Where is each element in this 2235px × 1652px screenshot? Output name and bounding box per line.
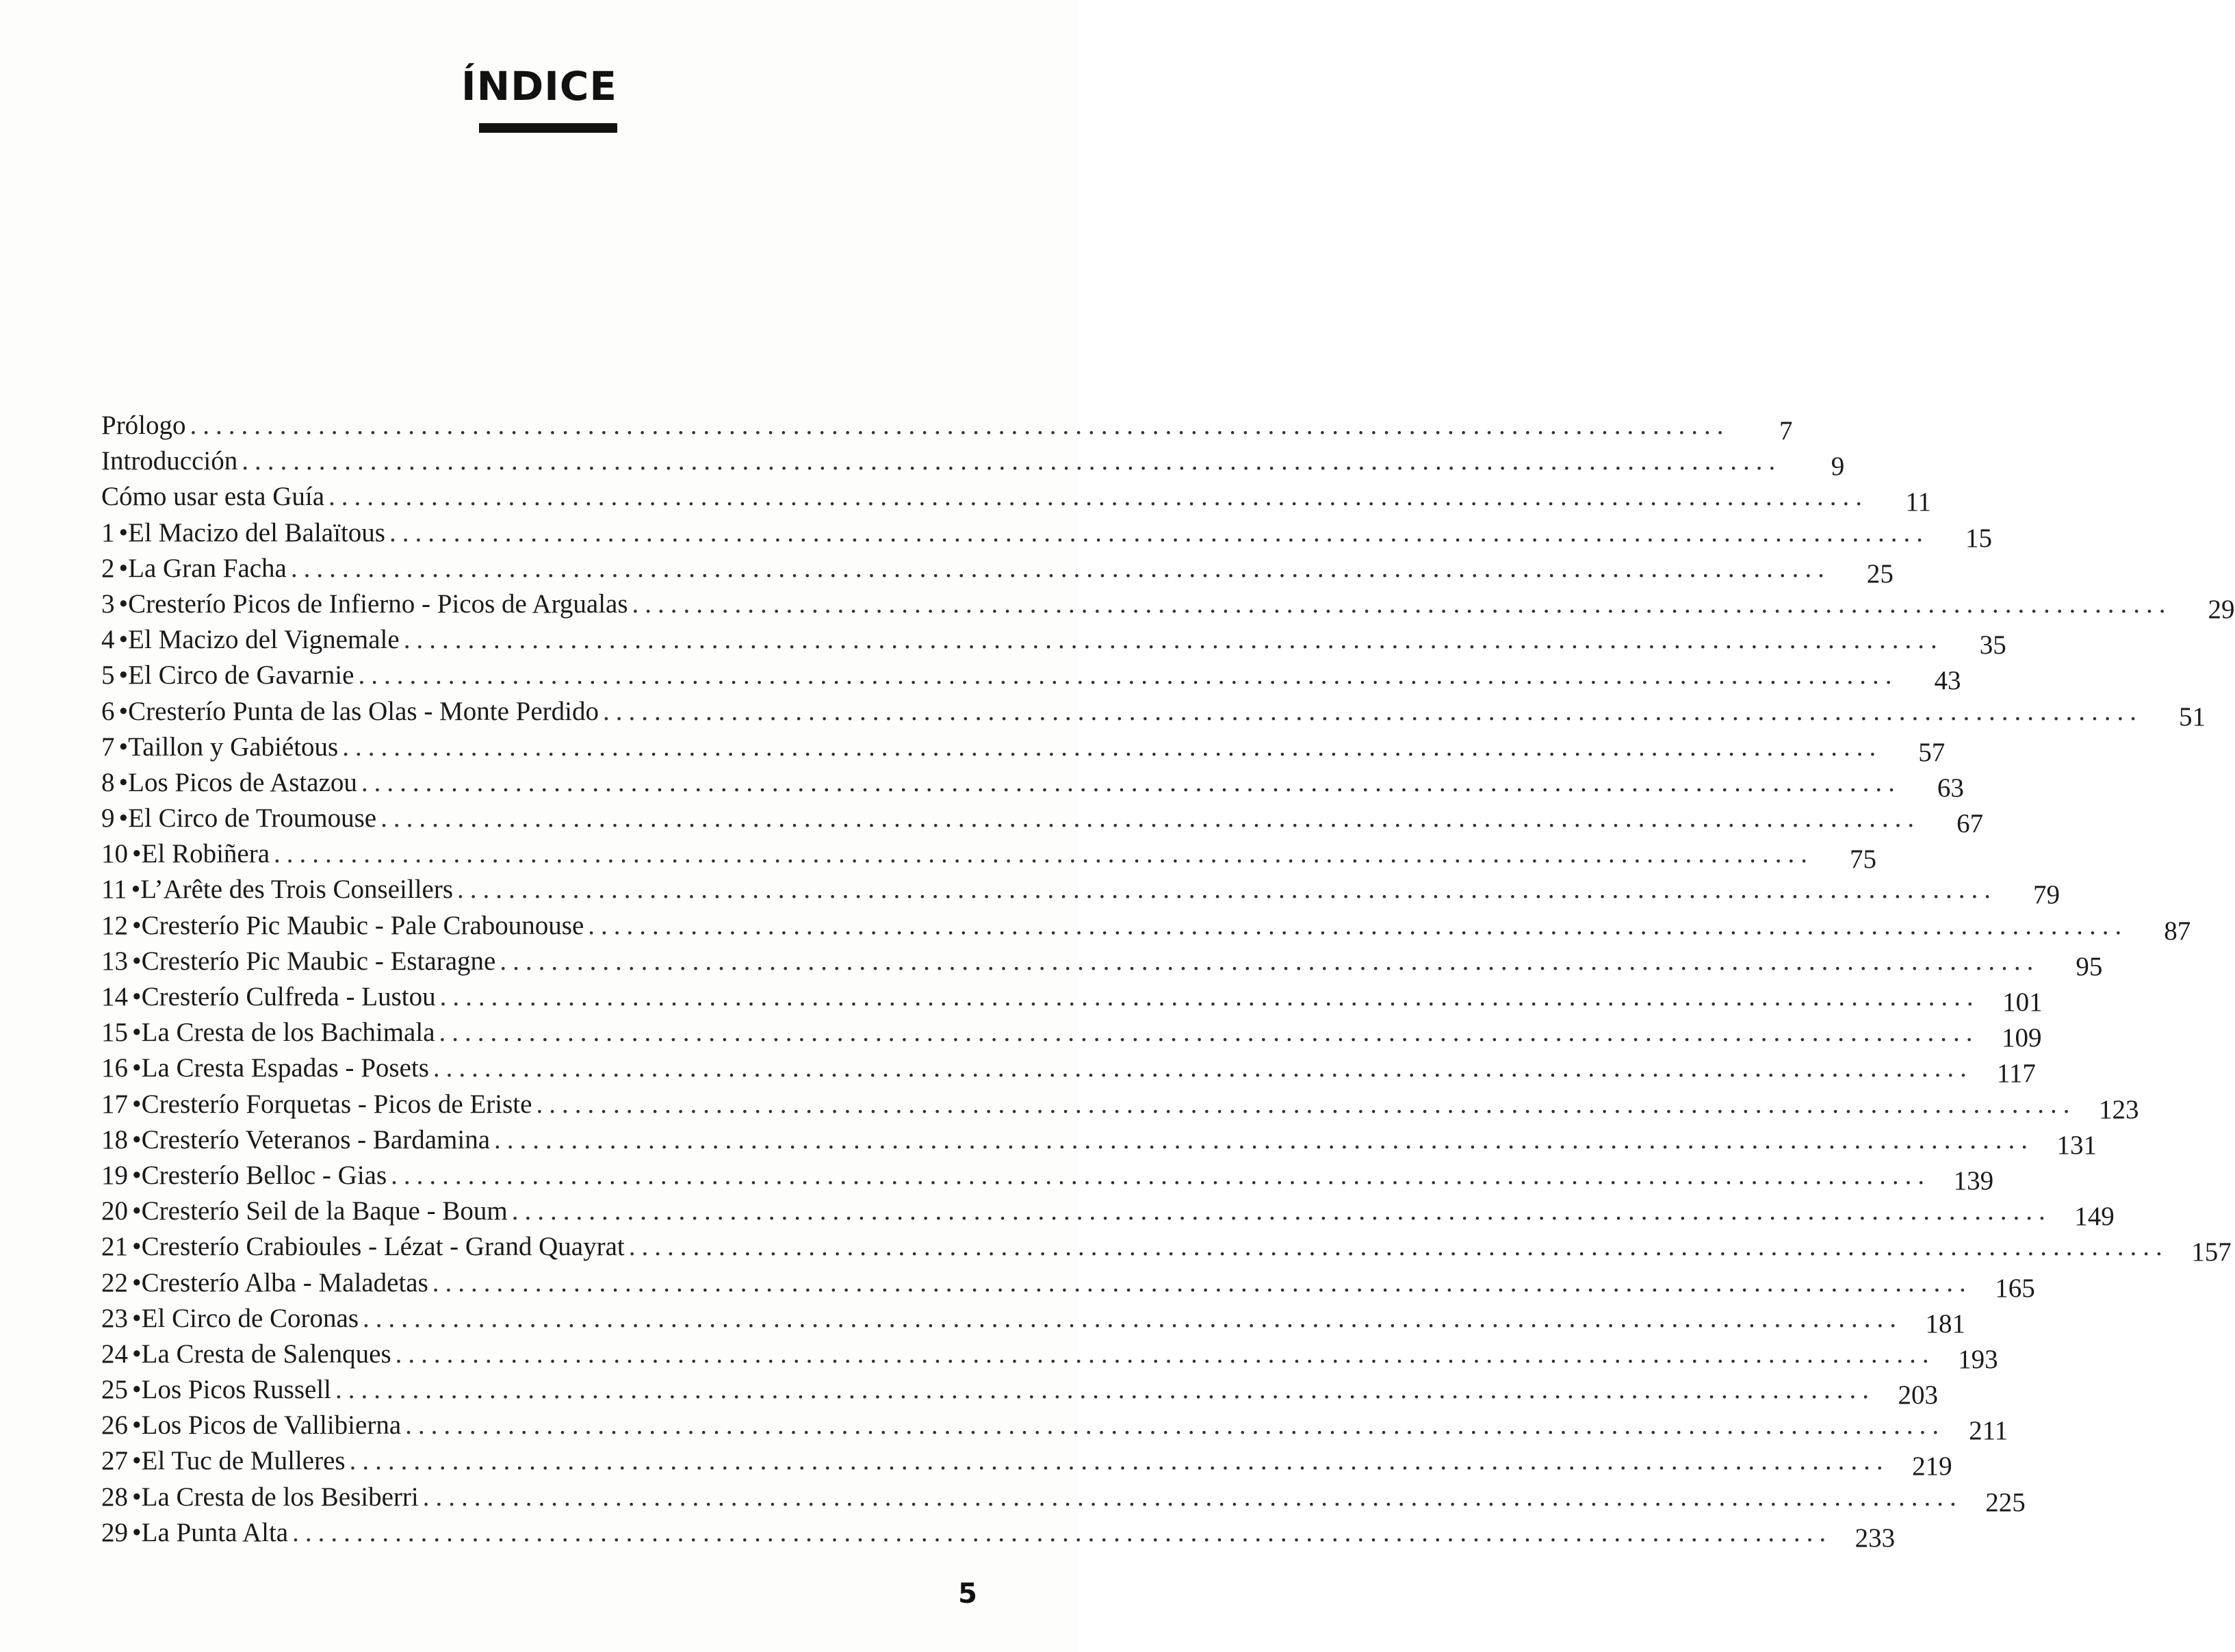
chapter-title: La Cresta de los Besiberri: [141, 1482, 419, 1512]
chapter-number: 7: [101, 732, 115, 762]
chapter-number: 9: [101, 803, 115, 834]
dot-leader: ........................................................................................................................: [439, 1018, 1979, 1048]
toc-entry: [101, 515, 1992, 553]
dot-leader: ........................................................................................................................: [632, 589, 2172, 619]
chapter-title: La Cresta de Salenques: [141, 1339, 391, 1369]
toc-entry: [101, 1443, 1952, 1482]
page-reference: 123: [2098, 1094, 2139, 1124]
chapter-title: Cresterío Crabioules - Lézat - Grand Quayrat: [141, 1232, 625, 1262]
title-underline: [479, 123, 617, 133]
bullet-icon: •: [132, 1160, 142, 1190]
chapter-title: Cresterío Seil de la Baque - Boum: [141, 1196, 508, 1226]
page-reference: 157: [2191, 1237, 2232, 1267]
page-reference: 193: [1958, 1344, 1998, 1374]
toc-entry: [101, 1122, 2097, 1160]
chapter-title: Cresterío Belloc - Gias: [141, 1160, 387, 1190]
bullet-icon: •: [132, 910, 142, 940]
toc-entry: [101, 836, 1877, 875]
chapter-title: El Macizo del Balaïtous: [128, 517, 385, 547]
page-reference: 139: [1953, 1165, 1994, 1196]
toc-entry: [101, 765, 1964, 803]
dot-leader: ........................................................................................................................: [422, 1482, 1963, 1512]
chapter-number: 5: [101, 660, 115, 691]
dot-leader: ........................................................................................................................: [405, 1410, 1946, 1441]
chapter-number: 11: [101, 875, 127, 905]
page-reference: 165: [1995, 1273, 2035, 1303]
chapter-number: 2: [101, 553, 115, 583]
bullet-icon: •: [132, 1196, 142, 1226]
chapter-title: Cresterío Forquetas - Picos de Eriste: [141, 1089, 532, 1119]
bullet-icon: •: [118, 517, 129, 547]
toc-entry: [101, 1193, 2115, 1232]
bullet-icon: •: [118, 553, 129, 583]
chapter-title: Los Picos Russell: [141, 1375, 332, 1405]
bullet-icon: •: [132, 982, 142, 1011]
chapter-title: Cresterío Alba - Maladetas: [141, 1267, 428, 1298]
chapter-number: 16: [101, 1053, 128, 1083]
chapter-number: 21: [101, 1232, 128, 1262]
chapter-title: Cómo usar esta Guía: [101, 482, 325, 512]
page-reference: 7: [1779, 416, 1793, 446]
bullet-icon: •: [132, 1267, 142, 1298]
page-reference: 87: [2164, 916, 2191, 946]
page-reference: 79: [2033, 880, 2060, 910]
chapter-number: 20: [101, 1196, 128, 1226]
toc-entry: [101, 551, 1894, 589]
bullet-icon: •: [132, 1446, 142, 1476]
dot-leader: ........................................................................................................................: [588, 910, 2128, 940]
chapter-title: Prólogo: [101, 411, 186, 440]
bullet-icon: •: [132, 946, 142, 976]
page-reference: 233: [1855, 1523, 1896, 1553]
dot-leader: ........................................................................................................................: [628, 1232, 2169, 1262]
chapter-title: El Tuc de Mulleres: [141, 1446, 346, 1476]
dot-leader: ........................................................................................................................: [536, 1089, 2076, 1119]
dot-leader: ........................................................................................................................: [361, 767, 1901, 797]
dot-leader: ........................................................................................................................: [511, 1196, 2052, 1226]
dot-leader: ........................................................................................................................: [358, 660, 1898, 691]
chapter-title: Cresterío Culfreda - Lustou: [141, 982, 436, 1011]
page-reference: 57: [1918, 737, 1946, 767]
bullet-icon: •: [118, 732, 129, 762]
toc-entry: [101, 408, 1793, 446]
page-reference: 15: [1965, 523, 1992, 553]
chapter-number: 14: [101, 982, 128, 1011]
page-reference: 43: [1934, 666, 1961, 696]
chapter-title: El Circo de Coronas: [141, 1303, 359, 1333]
dot-leader: ........................................................................................................................: [380, 803, 1921, 834]
chapter-title: La Gran Facha: [128, 553, 287, 583]
page-reference: 219: [1912, 1451, 1952, 1482]
dot-leader: ........................................................................................................................: [500, 946, 2040, 976]
toc-entry: [101, 622, 2006, 660]
chapter-number: 28: [101, 1482, 128, 1512]
toc-entry: [101, 1408, 2008, 1446]
page-reference: 95: [2076, 951, 2103, 981]
chapter-number: 10: [101, 839, 128, 869]
bullet-icon: •: [132, 1018, 142, 1048]
dot-leader: ........................................................................................................................: [439, 982, 1980, 1011]
page-reference: 11: [1905, 487, 1932, 517]
dot-leader: ........................................................................................................................: [602, 696, 2143, 726]
toc-entry: [101, 1301, 1966, 1339]
toc-entry: [101, 1515, 1896, 1553]
toc-entry: [101, 1480, 2026, 1517]
toc-entry: [101, 1337, 1998, 1374]
chapter-number: 29: [101, 1517, 128, 1547]
chapter-title: Cresterío Veteranos - Bardamina: [141, 1124, 491, 1154]
chapter-title: El Macizo del Vignemale: [128, 625, 400, 655]
page-reference: 51: [2178, 701, 2206, 732]
dot-leader: ........................................................................................................................: [457, 875, 1998, 905]
chapter-title: Cresterío Pic Maubic - Estaragne: [141, 946, 496, 976]
dot-leader: ........................................................................................................................: [432, 1267, 1972, 1298]
chapter-title: Los Picos de Vallibierna: [141, 1410, 402, 1441]
page-number: 5: [958, 1578, 977, 1610]
title-block: [0, 63, 1078, 109]
page-reference: 75: [1850, 844, 1877, 875]
toc-entry: [101, 479, 1932, 517]
chapter-number: 17: [101, 1089, 128, 1119]
chapter-number: 1: [101, 517, 115, 547]
chapter-number: 19: [101, 1160, 128, 1190]
chapter-number: 25: [101, 1375, 128, 1405]
toc-entry: [101, 1229, 2232, 1267]
chapter-title: Cresterío Picos de Infierno - Picos de Argualas: [128, 589, 628, 619]
dot-leader: ........................................................................................................................: [432, 1053, 1973, 1083]
bullet-icon: •: [118, 767, 129, 797]
bullet-icon: •: [132, 1482, 142, 1512]
chapter-number: 26: [101, 1410, 128, 1441]
toc-entry: [101, 586, 2235, 624]
dot-leader: ........................................................................................................................: [363, 1303, 1903, 1333]
toc-entry: [101, 443, 1845, 482]
toc-entry: [101, 979, 2043, 1017]
page-reference: 67: [1956, 809, 1984, 839]
dot-leader: ........................................................................................................................: [242, 446, 1782, 476]
page-reference: 149: [2074, 1202, 2115, 1232]
bullet-icon: •: [118, 803, 129, 834]
dot-leader: ........................................................................................................................: [389, 517, 1929, 547]
chapter-title: Cresterío Punta de las Olas - Monte Perdido: [128, 696, 599, 726]
toc-entry: [101, 1015, 2042, 1053]
dot-leader: ........................................................................................................................: [403, 625, 1943, 655]
dot-leader: ........................................................................................................................: [494, 1124, 2034, 1154]
chapter-number: 4: [101, 625, 115, 655]
dot-leader: ........................................................................................................................: [391, 1160, 1931, 1190]
page-title: ÍNDICE: [461, 63, 618, 109]
page-reference: 101: [2002, 988, 2043, 1017]
chapter-number: 27: [101, 1446, 128, 1476]
toc-entry: [101, 1087, 2139, 1124]
chapter-number: 23: [101, 1303, 128, 1333]
chapter-number: 8: [101, 767, 115, 797]
dot-leader: ........................................................................................................................: [290, 553, 1831, 583]
toc-entry: [101, 944, 2103, 981]
chapter-title: Taillon y Gabiétous: [128, 732, 339, 762]
dot-leader: ........................................................................................................................: [292, 1517, 1833, 1547]
toc-entry: [101, 730, 1946, 767]
page-reference: 181: [1925, 1308, 1966, 1339]
page-reference: 225: [1985, 1487, 2026, 1517]
page-reference: 35: [1979, 630, 2006, 660]
bullet-icon: •: [118, 589, 129, 619]
bullet-icon: •: [132, 1053, 142, 1083]
bullet-icon: •: [118, 696, 129, 726]
page-reference: 25: [1866, 558, 1894, 589]
page-reference: 109: [2002, 1023, 2042, 1053]
dot-leader: ........................................................................................................................: [274, 839, 1814, 869]
page-reference: 9: [1831, 452, 1845, 482]
chapter-title: El Circo de Troumouse: [128, 803, 377, 834]
chapter-number: 24: [101, 1339, 128, 1369]
dot-leader: ........................................................................................................................: [395, 1339, 1935, 1369]
dot-leader: ........................................................................................................................: [328, 482, 1869, 512]
chapter-title: La Cresta Espadas - Posets: [141, 1053, 429, 1083]
chapter-number: 3: [101, 589, 115, 619]
chapter-title: El Robiñera: [141, 839, 270, 869]
dot-leader: ........................................................................................................................: [190, 411, 1730, 440]
chapter-number: 22: [101, 1267, 128, 1298]
chapter-number: 12: [101, 910, 128, 940]
bullet-icon: •: [132, 1232, 142, 1262]
chapter-number: 15: [101, 1018, 128, 1048]
bullet-icon: •: [132, 1375, 142, 1405]
bullet-icon: •: [131, 875, 141, 905]
bullet-icon: •: [118, 660, 129, 691]
bullet-icon: •: [132, 1124, 142, 1154]
page-reference: 131: [2056, 1130, 2097, 1160]
dot-leader: ........................................................................................................................: [349, 1446, 1889, 1476]
toc-entry: [101, 1372, 1939, 1410]
bullet-icon: •: [132, 839, 142, 869]
toc-entry: [101, 872, 2060, 910]
page-reference: 63: [1937, 773, 1964, 803]
page-reference: 117: [1996, 1059, 2036, 1089]
chapter-number: 6: [101, 696, 115, 726]
bullet-icon: •: [132, 1303, 142, 1333]
chapter-number: 18: [101, 1124, 128, 1154]
bullet-icon: •: [118, 625, 129, 655]
page-reference: 211: [1969, 1416, 2008, 1446]
chapter-title: Cresterío Pic Maubic - Pale Crabounouse: [141, 910, 584, 940]
bullet-icon: •: [132, 1339, 142, 1369]
chapter-number: 13: [101, 946, 128, 976]
toc-entry: [101, 694, 2206, 732]
table-of-contents: [101, 408, 2235, 1553]
toc-entry: [101, 658, 1961, 696]
toc-entry: [101, 1265, 2035, 1303]
toc-entry: [101, 908, 2191, 946]
bullet-icon: •: [132, 1089, 142, 1119]
chapter-title: Introducción: [101, 446, 238, 476]
page-reference: 203: [1898, 1380, 1939, 1410]
dot-leader: ........................................................................................................................: [335, 1375, 1876, 1405]
toc-entry: [101, 1050, 2036, 1089]
toc-entry: [101, 801, 1984, 839]
chapter-title: L’Arête des Trois Conseillers: [140, 875, 454, 905]
bullet-icon: •: [132, 1517, 142, 1547]
chapter-title: La Cresta de los Bachimala: [141, 1018, 435, 1048]
chapter-title: Los Picos de Astazou: [128, 767, 357, 797]
chapter-title: El Circo de Gavarnie: [128, 660, 354, 691]
toc-entry: [101, 1158, 1994, 1196]
page-reference: 29: [2208, 594, 2235, 624]
bullet-icon: •: [132, 1410, 142, 1441]
dot-leader: ........................................................................................................................: [342, 732, 1883, 762]
chapter-title: La Punta Alta: [141, 1517, 289, 1547]
